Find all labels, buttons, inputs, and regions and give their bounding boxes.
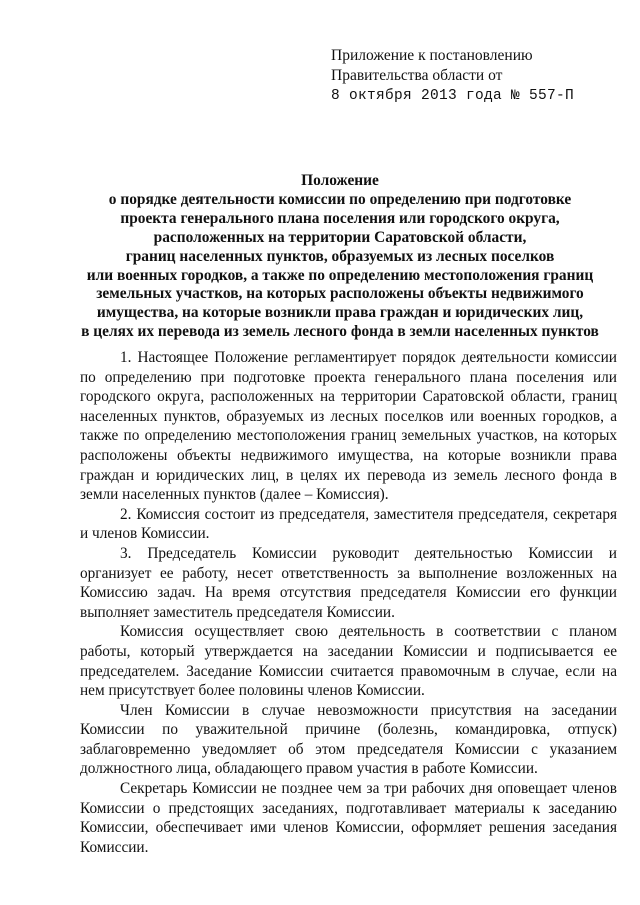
title-line: имущества, на которые возникли права граждан и юридических лиц, <box>96 304 584 322</box>
title-line: проекта генерального плана поселения или городского округа, <box>120 209 560 227</box>
paragraph-4: Комиссия осуществляет свою деятельность в соответствии с планом работы, который утверждается на заседании Комиссии и подписывается ее председателем. Заседание Комиссии считается правомочным в случае, если на нем присутствует более половины членов Комиссии. <box>80 623 617 700</box>
title-line: или военных городков, а также по определению местоположения границ <box>86 266 594 284</box>
title-line: о порядке деятельности комиссии по определению при подготовке <box>108 190 572 208</box>
paragraph-6: Секретарь Комиссии не позднее чем за три рабочих дня оповещает членов Комиссии о предстоящих заседаниях, подготавливает материалы к заседанию Комиссии, обеспечивает ими членов Комиссии, оформляет решения заседания Комиссии. <box>80 780 617 856</box>
appendix-header-line-3: 8 октября 2013 года № 557-П <box>331 88 575 104</box>
title-line: расположенных на территории Саратовской области, <box>153 228 527 246</box>
appendix-header-line-1: Приложение к постановлению <box>331 47 533 64</box>
appendix-header <box>331 46 574 106</box>
appendix-header-line-2: Правительства области от <box>331 67 503 84</box>
paragraph-2: 2. Комиссия состоит из председателя, заместителя председателя, секретаря и членов Комиссии. <box>80 505 617 543</box>
title-line: в целях их перевода из земель лесного фонда в земли населенных пунктов <box>81 323 599 341</box>
title-line: границ населенных пунктов, образуемых из лесных поселков <box>125 247 555 265</box>
document-title <box>60 172 620 342</box>
title-heading: Положение <box>301 172 379 189</box>
title-line: земельных участков, на которых расположены объекты недвижимого <box>96 285 584 303</box>
document-body <box>80 348 617 857</box>
paragraph-3: 3. Председатель Комиссии руководит деятельностью Комиссии и организует ее работу, несет ответственность за выполнение возложенных на Комиссию задач. На время отсутствия председателя Комиссии его функции выполняет заместитель председателя Комиссии. <box>80 544 617 621</box>
paragraph-1: 1. Настоящее Положение регламентирует порядок деятельности комиссии по определению при подготовке проекта генерального плана поселения или городского округа, расположенных на территории Саратовской области, границ населенных пунктов, образуемых из лесных поселков или военных городков, а также по определению местоположения границ земельных участков, на которых расположены объекты недвижимого имущества, на которые возникли права граждан и юридических лиц, в целях их перевода из земель лесного фонда в земли населенных пунктов (далее – Комиссия). <box>80 349 617 504</box>
paragraph-5: Член Комиссии в случае невозможности присутствия на заседании Комиссии по уважительной причине (болезнь, командировка, отпуск) заблаговременно уведомляет об этом председателя Комиссии с указанием должностного лица, обладающего правом участия в работе Комиссии. <box>80 701 617 778</box>
